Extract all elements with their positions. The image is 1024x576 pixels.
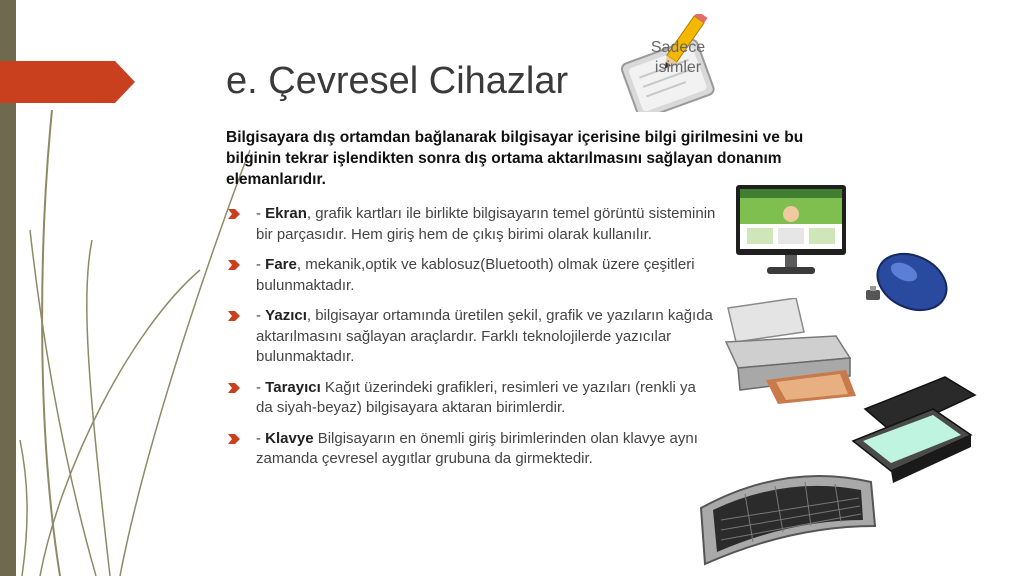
list-item [226, 204, 716, 245]
device-list [226, 204, 716, 480]
item-term: Klavye [265, 429, 314, 447]
badge-caption [626, 38, 730, 78]
item-text: , bilgisayar ortamında üretilen şekil, grafik ve yazıların kağıda aktarılmasını sağlayan araçlardır. Farklı teknolojilerde yazıcılar bulunmaktadır. [256, 307, 713, 365]
list-item [226, 306, 716, 368]
arrow-bullet-icon [228, 383, 240, 393]
title-accent-arrow [0, 61, 135, 103]
item-prefix: - [256, 378, 266, 396]
list-item [226, 255, 716, 296]
item-prefix: - [256, 307, 266, 324]
arrow-bullet-icon [228, 311, 240, 321]
keyboard-image [695, 460, 879, 568]
mouse-image [862, 246, 952, 316]
item-term: Fare [265, 256, 297, 273]
item-text: , grafik kartları ile birlikte bilgisayarın temel görüntü sisteminin bir parçasıdır. Hem giriş hem de çıkış birimi olarak kullanılır. [256, 205, 716, 243]
item-term: Ekran [265, 205, 307, 222]
intro-paragraph: Bilgisayara dış ortamdan bağlanarak bilgisayar içerisine bilgi girilmesini ve bu bilginin tekrar işlendikten sonra dış ortama aktarılmasını sağlayan donanım elemanlarıdır. [226, 129, 804, 188]
item-text: Kağıt üzerindeki grafikleri, resimleri ve yazıları (renkli ya da siyah-beyaz) bilgisayara aktaran birimlerdir. [256, 378, 696, 416]
item-prefix: - [256, 429, 266, 447]
item-text: Bilgisayarın en önemli giriş birimlerinden olan klavye aynı zamanda çevresel aygıtlar grubuna da girmektedir. [256, 429, 698, 467]
arrow-bullet-icon [228, 260, 240, 270]
slide-title: e. Çevresel Cihazlar [226, 60, 569, 102]
item-prefix: - [256, 256, 266, 273]
list-item [226, 429, 716, 470]
list-item [226, 378, 716, 419]
arrow-bullet-icon [228, 209, 240, 219]
item-prefix: - [256, 205, 266, 222]
badge-line-1: Sadece [650, 39, 706, 56]
item-term: Yazıcı [265, 307, 307, 324]
arrow-bullet-icon [228, 434, 240, 444]
item-term: Tarayıcı [265, 378, 321, 396]
monitor-image [735, 184, 847, 278]
item-text: , mekanik,optik ve kablosuz(Bluetooth) olmak üzere çeşitleri bulunmaktadır. [256, 256, 695, 294]
badge-line-2: isimler [654, 59, 702, 76]
printer-image [716, 298, 862, 404]
